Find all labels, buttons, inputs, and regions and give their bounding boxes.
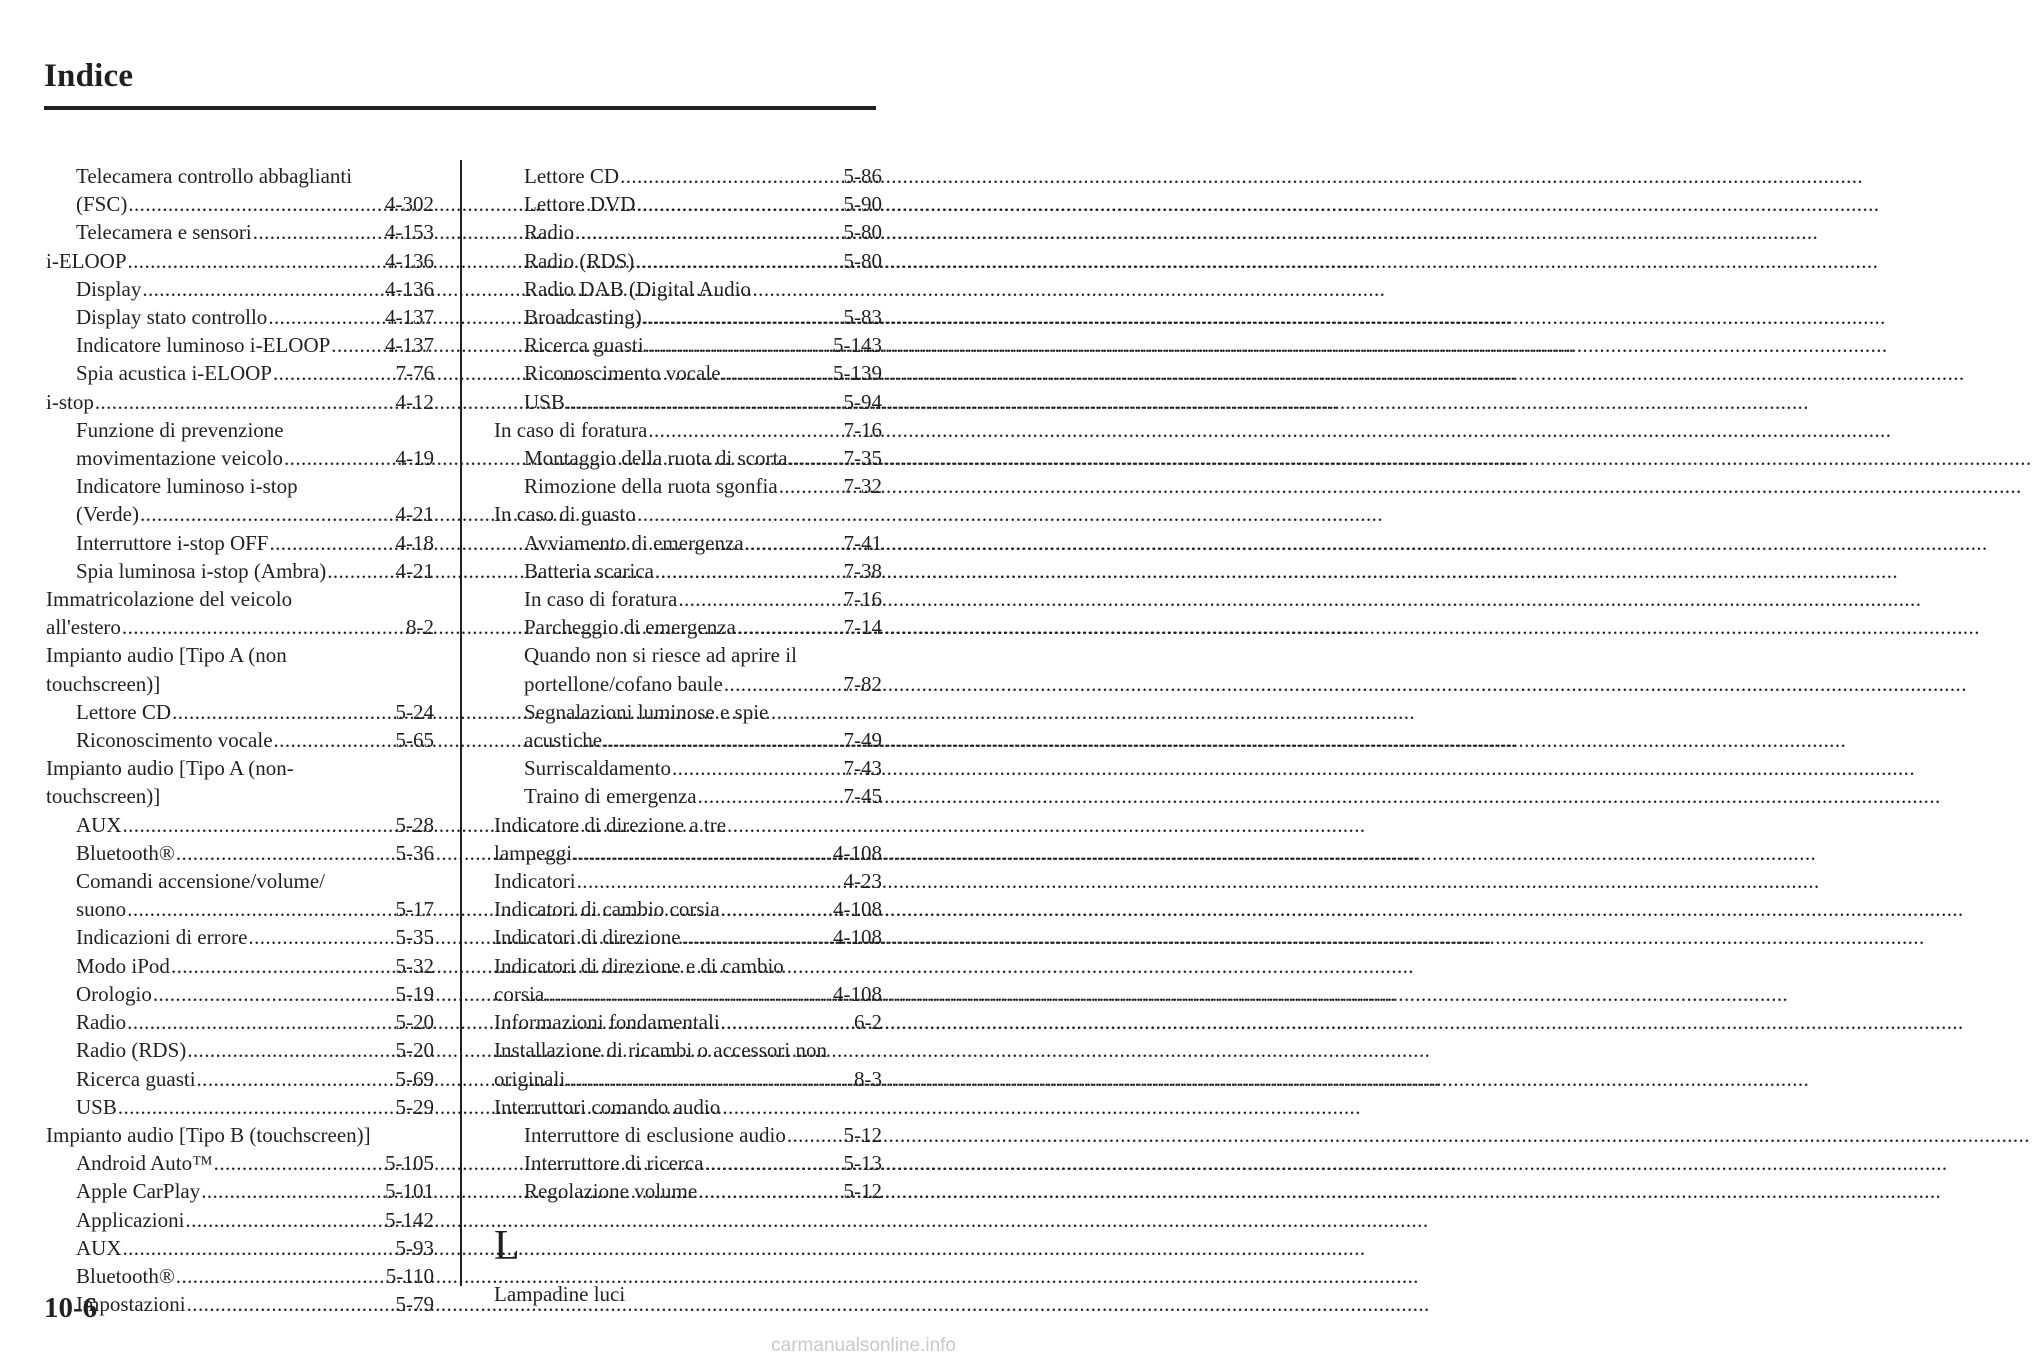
index-entry-page: 7-14 (843, 615, 882, 640)
index-entry-page: 4-18 (395, 530, 434, 555)
leader-dots (187, 1036, 394, 1064)
leader-dots (201, 1177, 384, 1205)
index-entry-page: 4-19 (395, 446, 434, 471)
index-entry (494, 388, 882, 416)
leader-dots (648, 416, 842, 444)
index-entry (494, 867, 882, 895)
index-entry-page: 4-108 (833, 897, 882, 922)
index-entry-page: 5-17 (395, 897, 434, 922)
index-entry (46, 303, 434, 331)
index-entry (46, 641, 434, 669)
leader-dots (284, 444, 394, 472)
index-entry-page: 5-13 (843, 1151, 882, 1176)
leader-dots (214, 1149, 384, 1177)
index-entry-label: Lampadine luci (494, 1281, 626, 1306)
index-entry-label: Montaggio della ruota di scorta (524, 446, 788, 471)
index-entry-page: 7-76 (395, 361, 434, 386)
index-entry-label: Impianto audio [Tipo A (non (46, 643, 287, 668)
index-entry (46, 1234, 434, 1262)
index-entry (46, 1008, 434, 1036)
index-entry-label: Indicatore di direzione a tre (494, 812, 727, 837)
index-entry-label: Lettore CD (76, 699, 172, 724)
index-entry (494, 952, 882, 980)
leader-dots (545, 980, 832, 1008)
index-entry (46, 1121, 434, 1149)
index-entry-label: Lettore CD (524, 164, 620, 188)
leader-dots (645, 331, 832, 359)
index-entry-page: 4-137 (385, 333, 434, 358)
index-entry-label: Radio (76, 1010, 127, 1035)
index-entry (46, 980, 434, 1008)
leader-dots (176, 839, 395, 867)
index-entry-page: 5-105 (385, 1151, 434, 1176)
leader-dots (722, 359, 832, 387)
index-entry-page: 4-136 (385, 276, 434, 301)
index-entry (46, 275, 434, 303)
leader-dots (721, 1008, 853, 1036)
index-column-left (46, 162, 434, 1318)
index-entry-page: 5-142 (385, 1207, 434, 1232)
page-title: Indice (44, 58, 134, 94)
index-entry (46, 1290, 434, 1318)
index-entry-label: Modo iPod (76, 953, 170, 978)
index-entry (494, 923, 882, 951)
index-entry-page: 5-24 (395, 699, 434, 724)
index-entry-page: 4-136 (385, 248, 434, 273)
index-entry-label: acustiche (524, 728, 603, 753)
index-entry-page: 5-29 (395, 1094, 434, 1119)
leader-dots (643, 303, 843, 331)
leader-dots (197, 1065, 395, 1093)
leader-dots (575, 218, 842, 246)
index-column-right (494, 162, 882, 1308)
index-entry-label: AUX (76, 1235, 122, 1260)
index-entry-label: Spia acustica i-ELOOP (76, 361, 272, 386)
index-entry (46, 529, 434, 557)
index-entry-label: corsia (494, 981, 545, 1006)
index-entry (494, 472, 882, 500)
section-letter-heading: L (494, 1222, 520, 1269)
index-entry-label: Installazione di ricambi o accessori non (494, 1038, 827, 1063)
leader-dots (721, 895, 832, 923)
index-entry-page: 5-83 (843, 305, 882, 330)
leader-dots (118, 1093, 395, 1121)
index-entry-label: Telecamera controllo abbaglianti (76, 164, 353, 188)
index-entry-page: 5-20 (395, 1038, 434, 1063)
leader-dots (172, 698, 394, 726)
index-entry (46, 867, 434, 895)
index-entry-label: Segnalazioni luminose e spie (524, 699, 769, 724)
index-entry-label: USB (524, 389, 565, 414)
index-entry-label: Comandi accensione/volume/ (76, 869, 326, 894)
index-entry-page: 5-19 (395, 981, 434, 1006)
index-entry-label: Interruttori comando audio (494, 1094, 721, 1119)
index-entry-label: Bluetooth® (76, 1263, 175, 1288)
index-entry-label: Riconoscimento vocale (524, 361, 721, 386)
leader-dots (566, 388, 843, 416)
leader-dots (176, 1262, 385, 1290)
index-entry (494, 585, 882, 613)
index-entry (494, 754, 882, 782)
leader-dots (95, 388, 395, 416)
index-entry (494, 218, 882, 246)
index-entry (494, 613, 882, 641)
leader-dots (655, 557, 843, 585)
index-entry-page: 4-12 (395, 389, 434, 414)
index-entry (46, 1065, 434, 1093)
index-entry (494, 303, 882, 331)
index-entry-label: Parcheggio di emergenza (524, 615, 736, 640)
index-entry-label: USB (76, 1094, 117, 1119)
watermark: carmanualsonline.info (771, 1335, 956, 1356)
index-entry (46, 923, 434, 951)
index-entry-page: 8-3 (854, 1066, 882, 1091)
index-entry (46, 331, 434, 359)
leader-dots (745, 529, 843, 557)
leader-dots (672, 754, 843, 782)
leader-dots (123, 1234, 395, 1262)
leader-dots (682, 923, 832, 951)
leader-dots (636, 190, 842, 218)
leader-dots (331, 331, 384, 359)
index-entry-label: Quando non si riesce ad aprire il (524, 643, 797, 668)
index-entry-page: 8-2 (406, 615, 434, 640)
index-entry (46, 585, 434, 613)
index-entry (494, 670, 882, 698)
leader-dots (603, 726, 842, 754)
leader-dots (566, 1065, 853, 1093)
leader-dots (274, 726, 395, 754)
index-entry (46, 416, 434, 444)
leader-dots (737, 613, 843, 641)
index-entry (46, 1149, 434, 1177)
index-entry-label: Impianto audio [Tipo B (touchscreen)] (46, 1122, 371, 1147)
index-entry-page: 6-2 (854, 1010, 882, 1035)
index-entry (46, 726, 434, 754)
index-entry-label: i-ELOOP (46, 248, 127, 273)
index-entry (46, 472, 434, 500)
index-entry (46, 1036, 434, 1064)
index-entry-page: 5-80 (843, 220, 882, 245)
index-entry-page: 4-137 (385, 305, 434, 330)
leader-dots (128, 247, 385, 275)
index-entry (46, 839, 434, 867)
index-entry-label: Rimozione della ruota sgonfia (524, 474, 778, 499)
index-entry (46, 895, 434, 923)
leader-dots (142, 275, 384, 303)
leader-dots (140, 500, 395, 528)
index-entry-page: 4-108 (833, 981, 882, 1006)
index-entry-page: 7-41 (843, 530, 882, 555)
index-entry-page: 5-86 (843, 164, 882, 188)
index-entry (494, 359, 882, 387)
leader-dots (635, 247, 842, 275)
index-entry (46, 247, 434, 275)
index-entry (494, 1177, 882, 1205)
page-number: 10-6 (44, 1292, 98, 1324)
index-entry (46, 782, 434, 810)
index-entry-page: 5-101 (385, 1179, 434, 1204)
index-entry-label: (Verde) (76, 502, 139, 527)
index-entry-label: (FSC) (76, 192, 128, 217)
index-entry-page: 7-32 (843, 474, 882, 499)
index-entry (46, 670, 434, 698)
index-entry-page: 5-12 (843, 1179, 882, 1204)
index-entry (46, 952, 434, 980)
index-entry-label: Avviamento di emergenza (524, 530, 744, 555)
index-entry-label: Display stato controllo (76, 305, 268, 330)
index-entry-label: Indicatori di direzione (494, 925, 681, 950)
index-entry (494, 980, 882, 1008)
index-entry-page: 7-38 (843, 558, 882, 583)
index-entry (46, 444, 434, 472)
index-entry-label: Surriscaldamento (524, 756, 671, 781)
leader-dots (273, 359, 395, 387)
leader-dots (185, 1206, 384, 1234)
leader-dots (269, 529, 394, 557)
index-entry-page: 5-69 (395, 1066, 434, 1091)
index-entry-label: Indicatori di cambio corsia (494, 897, 720, 922)
index-entry-label: Android Auto™ (76, 1151, 213, 1176)
index-entry-page: 4-108 (833, 925, 882, 950)
index-entry-page: 7-43 (843, 756, 882, 781)
index-entry (494, 1008, 882, 1036)
index-entry (494, 895, 882, 923)
index-entry (494, 1093, 882, 1121)
leader-dots (327, 557, 394, 585)
index-entry-label: Lettore DVD (524, 192, 636, 217)
index-entry-label: Interruttore di esclusione audio (524, 1122, 786, 1147)
index-entry-page: 7-82 (843, 671, 882, 696)
leader-dots (171, 952, 395, 980)
index-entry (46, 500, 434, 528)
leader-dots (705, 1149, 843, 1177)
index-entry (494, 190, 882, 218)
index-entry (494, 275, 882, 303)
index-entry (46, 162, 434, 190)
leader-dots (779, 472, 843, 500)
index-entry (494, 500, 882, 528)
header-rule (44, 106, 876, 110)
index-entry-page: 4-23 (843, 869, 882, 894)
index-entry-label: Radio (RDS) (76, 1038, 187, 1063)
index-entry-label: movimentazione veicolo (76, 446, 284, 471)
index-entry-label: Apple CarPlay (76, 1179, 201, 1204)
leader-dots (678, 585, 842, 613)
leader-dots (187, 1290, 395, 1318)
index-entry-label: Informazioni fondamentali (494, 1010, 720, 1035)
leader-dots (698, 782, 843, 810)
leader-dots (248, 923, 394, 951)
index-entry-label: Radio (524, 220, 575, 245)
index-entry-label: Indicatore luminoso i-ELOOP (76, 333, 331, 358)
index-entry (46, 557, 434, 585)
index-entry-label: touchscreen)] (46, 671, 161, 696)
index-entry-page: 5-35 (395, 925, 434, 950)
index-entry-label: Broadcasting) (524, 305, 642, 330)
index-entry-label: originali (494, 1066, 566, 1091)
index-entry (46, 1093, 434, 1121)
leader-dots (153, 980, 395, 1008)
index-entry-label: In caso di foratura (494, 417, 648, 442)
index-entry (494, 247, 882, 275)
index-entry-label: AUX (76, 812, 122, 837)
leader-dots (127, 1008, 394, 1036)
index-entry-label: Riconoscimento vocale (76, 728, 273, 753)
index-entry (46, 811, 434, 839)
index-entry (494, 726, 882, 754)
index-entry-label: Ricerca guasti (76, 1066, 196, 1091)
index-entry-page: 7-35 (843, 446, 882, 471)
index-entry-page: 4-153 (385, 220, 434, 245)
index-entry-label: Traino di emergenza (524, 784, 697, 809)
index-entry-page: 5-110 (385, 1263, 434, 1288)
index-entry-label: Impianto audio [Tipo A (non- (46, 756, 294, 781)
leader-dots (253, 218, 384, 246)
index-entry (46, 1177, 434, 1205)
leader-dots (789, 444, 843, 472)
index-entry-page: 5-65 (395, 728, 434, 753)
index-entry-label: Indicazioni di errore (76, 925, 248, 950)
index-entry (494, 162, 882, 190)
index-entry (494, 331, 882, 359)
index-entry (46, 218, 434, 246)
leader-dots (122, 613, 405, 641)
leader-dots (573, 839, 832, 867)
index-entry-page: 4-302 (385, 192, 434, 217)
index-entry-label: Indicatori di direzione e di cambio (494, 953, 784, 978)
index-entry (46, 698, 434, 726)
index-entry-label: suono (76, 897, 127, 922)
index-entry (46, 754, 434, 782)
index-entry-label: Radio DAB (Digital Audio (524, 276, 751, 301)
index-entry-page: 5-28 (395, 812, 434, 837)
index-entry (494, 782, 882, 810)
index-entry-page: 5-32 (395, 953, 434, 978)
index-entry-label: Indicatore luminoso i-stop (76, 474, 298, 499)
index-entry-label: Indicatori (494, 869, 576, 894)
index-entry-page: 4-21 (395, 558, 434, 583)
index-entry-label: Applicazioni (76, 1207, 185, 1232)
leader-dots (123, 811, 395, 839)
index-entry (494, 1149, 882, 1177)
index-entry-label: Bluetooth® (76, 840, 175, 865)
leader-dots (698, 1177, 842, 1205)
leader-dots (620, 162, 842, 190)
index-entry (494, 1036, 882, 1064)
index-entry-page: 7-45 (843, 784, 882, 809)
index-entry-page: 5-36 (395, 840, 434, 865)
index-entry-label: Orologio (76, 981, 152, 1006)
index-entry-page: 5-20 (395, 1010, 434, 1035)
index-entry-label: Batteria scarica (524, 558, 654, 583)
index-entry-page: 7-16 (843, 587, 882, 612)
index-entry (46, 190, 434, 218)
index-entry-label: portellone/cofano baule (524, 671, 723, 696)
index-entry-label: Spia luminosa i-stop (Ambra) (76, 558, 327, 583)
index-entry-page: 7-49 (843, 728, 882, 753)
leader-dots (268, 303, 384, 331)
index-entry-label: Display (76, 276, 142, 301)
leader-dots (128, 190, 384, 218)
index-entry-page: 5-80 (843, 248, 882, 273)
index-entry (494, 416, 882, 444)
index-entry-page: 5-93 (395, 1235, 434, 1260)
index-entry-page: 5-143 (833, 333, 882, 358)
index-entry (46, 613, 434, 641)
index-entry (46, 388, 434, 416)
index-entry-page: 5-12 (843, 1122, 882, 1147)
index-entry (494, 1065, 882, 1093)
index-entry-label: touchscreen)] (46, 784, 161, 809)
index-entry-label: Radio (RDS) (524, 248, 635, 273)
index-entry (494, 444, 882, 472)
index-entry (494, 529, 882, 557)
index-entry-label: i-stop (46, 389, 94, 414)
index-entry-label: Telecamera e sensori (76, 220, 252, 245)
index-entry-label: lampeggi (494, 840, 573, 865)
leader-dots (127, 895, 394, 923)
index-entry (46, 1206, 434, 1234)
index-entry-page: 5-79 (395, 1292, 434, 1317)
index-entry-page: 5-139 (833, 361, 882, 386)
index-entry-page: 5-90 (843, 192, 882, 217)
index-entry (494, 839, 882, 867)
index-entry-label: In caso di foratura (524, 587, 678, 612)
leader-dots (577, 867, 843, 895)
leader-dots (787, 1121, 843, 1149)
index-entry-label: Ricerca guasti (524, 333, 644, 358)
index-entry-page: 4-108 (833, 840, 882, 865)
index-entry (46, 359, 434, 387)
index-entry-page: 5-94 (843, 389, 882, 414)
index-entry-label: Impostazioni (76, 1292, 186, 1317)
index-entry (494, 641, 882, 669)
index-entry (46, 1262, 434, 1290)
index-entry-label: In caso di guasto (494, 502, 636, 527)
index-entry (494, 1280, 882, 1308)
index-entry-label: Interruttore di ricerca (524, 1151, 704, 1176)
index-entry (494, 811, 882, 839)
index-entry-page: 7-16 (843, 417, 882, 442)
index-entry (494, 1121, 882, 1149)
index-entry (494, 698, 882, 726)
index-entry-label: Funzione di prevenzione (76, 417, 284, 442)
index-entry-label: Immatricolazione del veicolo (46, 587, 293, 612)
index-entry (494, 557, 882, 585)
index-entry-label: Regolazione volume (524, 1179, 698, 1204)
leader-dots (724, 670, 843, 698)
index-entry-label: all'estero (46, 615, 121, 640)
index-entry-label: Interruttore i-stop OFF (76, 530, 269, 555)
index-entry-page: 4-21 (395, 502, 434, 527)
